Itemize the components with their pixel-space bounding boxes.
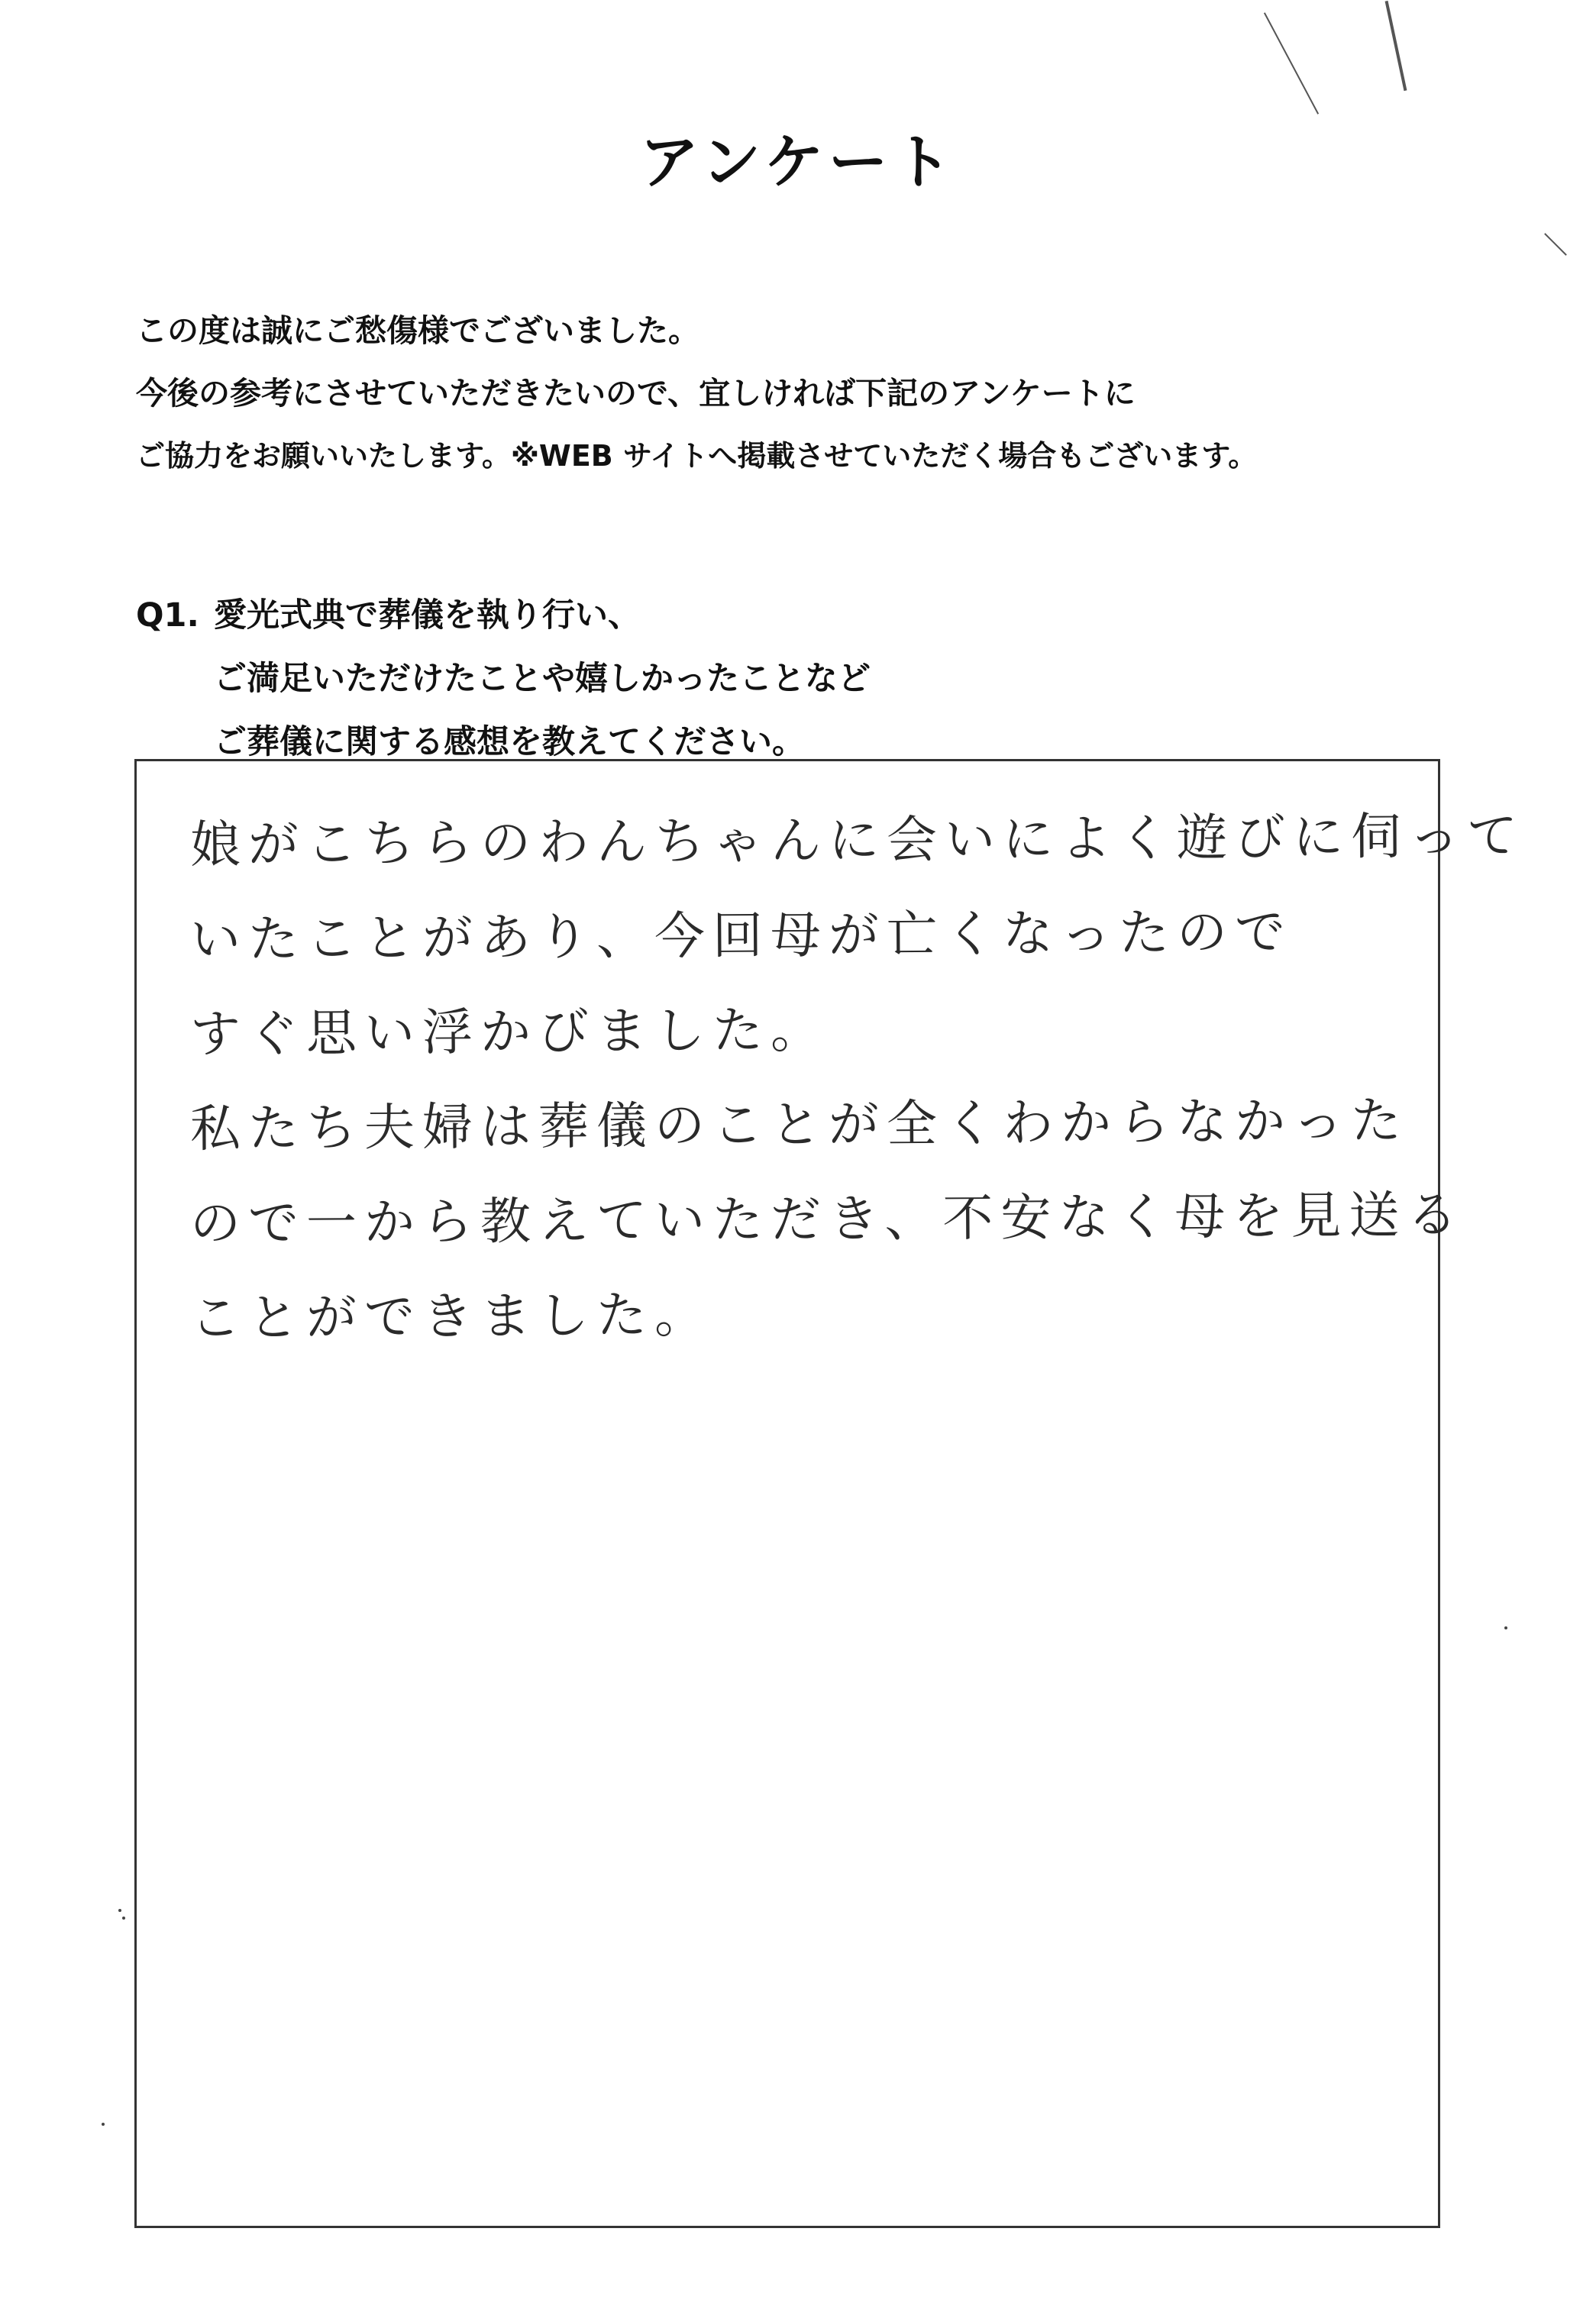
handwritten-answer <box>189 798 1526 1366</box>
answer-box <box>134 759 1526 2228</box>
answer-line: 私たち夫婦は葬儀のことが全くわからなかった <box>189 1090 1410 1158</box>
scan-edge-mark <box>1385 1 1407 91</box>
question-line: ご葬儀に関する感想を教えてください。 <box>214 723 805 761</box>
answer-line: ので一から教えていただき、不安なく母を見送る <box>189 1185 1465 1253</box>
answer-line: ことができました。 <box>189 1285 713 1348</box>
scan-edge-mark <box>1544 233 1567 256</box>
scan-speck <box>118 1909 121 1912</box>
question-line: 愛光式典で葬儀を執り行い、 <box>214 596 641 635</box>
scan-edge-mark <box>1264 12 1319 114</box>
answer-line: 娘がこちらのわんちゃんに会いによく遊びに伺って <box>189 806 1526 874</box>
scan-speck <box>102 2123 105 2126</box>
intro-line: ご協力をお願いいたします。※WEB サイトへ掲載させていただく場合もございます。 <box>136 439 1258 473</box>
intro-line: 今後の参考にさせていただきたいので、宜しければ下記のアンケートに <box>136 375 1136 412</box>
scan-speck <box>122 1917 125 1920</box>
question-line: ご満足いただけたことや嬉しかったことなど <box>214 660 871 698</box>
scan-speck <box>1504 1626 1507 1629</box>
answer-line: すぐ思い浮かびました。 <box>189 1000 829 1064</box>
question-number: Q1. <box>136 596 199 635</box>
answer-line: いたことがあり、今回母が亡くなったので <box>189 902 1294 969</box>
intro-text <box>136 299 1510 487</box>
page-title: アンケート <box>639 128 957 197</box>
intro-line: この度は誠にご愁傷様でございました。 <box>136 312 699 349</box>
question-block <box>136 584 1510 774</box>
